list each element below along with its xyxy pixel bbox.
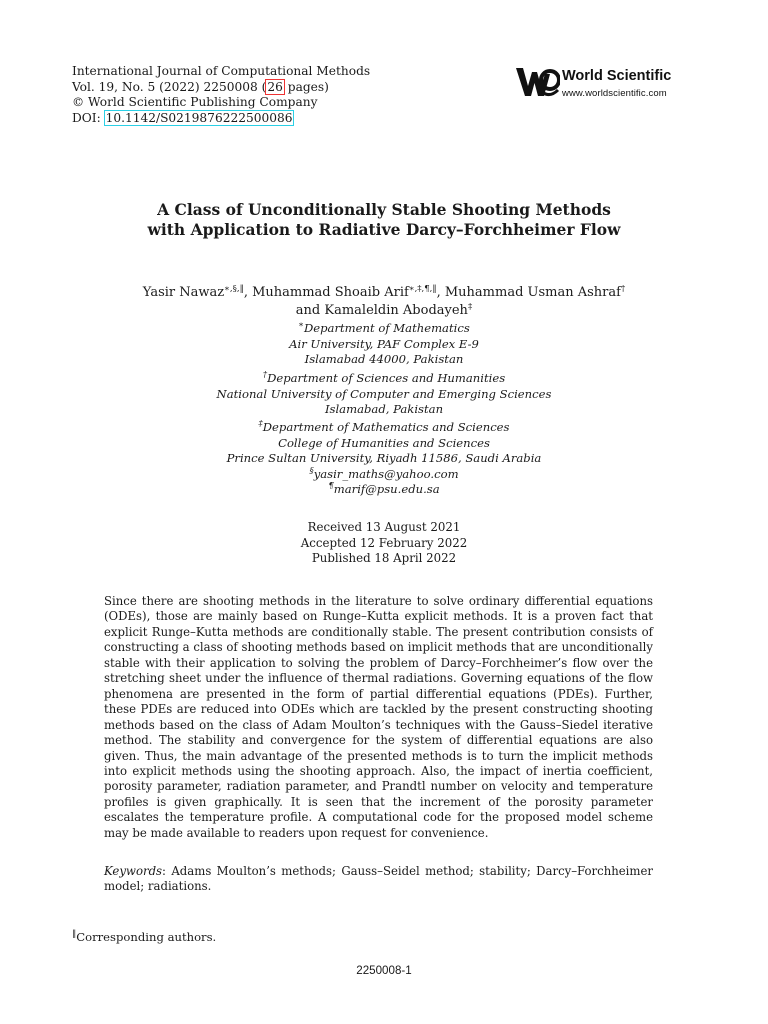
affiliation-line: Islamabad, Pakistan [324, 402, 444, 416]
publisher-logo [514, 64, 704, 104]
affiliation-mark: † [262, 370, 268, 380]
affiliation-line [100, 321, 668, 337]
published-date: Published 18 April 2022 [311, 551, 457, 566]
keywords-text: : Adams Moulton’s methods; Gauss–Seidel method; stability; Darcy–Forchheimer model; radiations. [104, 864, 653, 894]
affiliation-text: Department of Mathematics [303, 321, 470, 335]
author-name: Muhammad Usman Ashraf [444, 285, 621, 300]
journal-header [72, 64, 370, 126]
email-mark: ¶ [328, 481, 334, 491]
title-line-2: with Application to Radiative Darcy–Forchheimer Flow [147, 220, 621, 239]
journal-name: International Journal of Computational Methods [72, 64, 371, 78]
volume-info: Vol. 19, No. 5 (2022) 2250008 ( [72, 79, 267, 94]
author-separator: , [243, 285, 253, 300]
affiliation-text: Department of Mathematics and Sciences [262, 420, 510, 434]
email-line [100, 467, 668, 483]
footnote-text: Corresponding authors. [76, 930, 217, 944]
page-number: 2250008-1 [356, 964, 412, 977]
affiliation-mark: ∗ [298, 320, 304, 330]
footnote [72, 930, 216, 944]
publication-dates [200, 520, 568, 567]
affiliation-text: Department of Sciences and Humanities [267, 371, 506, 385]
accepted-date: Accepted 12 February 2022 [300, 535, 468, 550]
author-name: and Kamaleldin Abodayeh [295, 303, 468, 318]
doi-line [72, 111, 370, 127]
author-mark: ∗,§,‖ [224, 284, 244, 294]
footnote-mark: ‖ [72, 929, 77, 939]
author-list [60, 284, 708, 320]
pages-count-link[interactable]: 26 [267, 79, 283, 94]
author-mark: ‡ [467, 302, 473, 312]
email-mark: § [309, 465, 314, 476]
copyright-line: © World Scientific Publishing Company [72, 95, 318, 110]
volume-line [72, 80, 370, 96]
pages-suffix: pages) [283, 79, 329, 94]
publisher-url: www.worldscientific.com [562, 88, 667, 99]
affiliation-mark: ‡ [258, 419, 263, 429]
email-address[interactable]: marif@psu.edu.sa [333, 482, 440, 496]
affiliation-block [100, 321, 668, 368]
keywords-label: Keywords [104, 864, 163, 878]
email-address[interactable]: yasir_maths@yahoo.com [313, 466, 459, 481]
affiliation-block [100, 371, 668, 418]
author-line-2 [60, 302, 708, 320]
author-mark: † [620, 284, 626, 294]
author-separator: , [436, 285, 445, 300]
author-name: Yasir Nawaz [142, 285, 225, 300]
affiliation-line: Air University, PAF Complex E-9 [289, 336, 479, 351]
author-mark: ∗,‡,¶,‖ [408, 284, 437, 294]
affiliation-block [100, 420, 668, 498]
doi-label: DOI: [72, 110, 105, 125]
affiliation-line [100, 420, 668, 436]
affiliation-line [100, 371, 668, 387]
paper-title [80, 200, 688, 240]
email-line [100, 482, 668, 498]
abstract-text: Since there are shooting methods in the literature to solve ordinary differential equations (ODEs), those are mainly based on Runge–Kutta explicit methods. It is a proven fact that explicit Runge–Kutta methods are conditionally stable. The present contribution consists of constructing a class of shooting methods based on implicit methods that are unconditionally stable with their application to solving the problem of Darcy–Forchheimer’s flow over the stretching sheet under the influence of thermal radiations. Governing equations of the flow phenomena are presented in the form of partial differential equations (PDEs). Further, these PDEs are reduced into ODEs which are tackled by the present constructing shooting methods based on the class of Adam Moulton’s techniques with the Gauss–Siedel iterative method. The stability and convergence for the system of differential equations are also given. Thus, the main advantage of the presented methods is to turn the implicit methods into explicit methods using the shooting approach. Also, the impact of inertia coefficient, porosity parameter, radiation parameter, and Prandtl number on velocity and temperature profiles is given graphically. It is seen that the increment of the porosity parameter escalates the temperature profile. A computational code for the proposed model scheme may be made available to readers upon request for convenience. [104, 594, 653, 840]
author-line-1 [60, 284, 708, 302]
keywords [104, 864, 653, 895]
affiliation-line: Islamabad 44000, Pakistan [304, 352, 464, 366]
world-scientific-logo-icon [514, 64, 560, 100]
affiliation-line: National University of Computer and Emerging Sciences [216, 386, 552, 401]
doi-link[interactable]: 10.1142/S0219876222500086 [105, 110, 293, 125]
author-name: Muhammad Shoaib Arif [252, 285, 409, 300]
title-line-1: A Class of Unconditionally Stable Shooting Methods [157, 200, 611, 219]
received-date: Received 13 August 2021 [307, 520, 461, 534]
publisher-name: World Scientific [562, 68, 672, 84]
affiliation-line: College of Humanities and Sciences [278, 435, 490, 450]
affiliation-line: Prince Sultan University, Riyadh 11586, Saudi Arabia [226, 451, 542, 465]
